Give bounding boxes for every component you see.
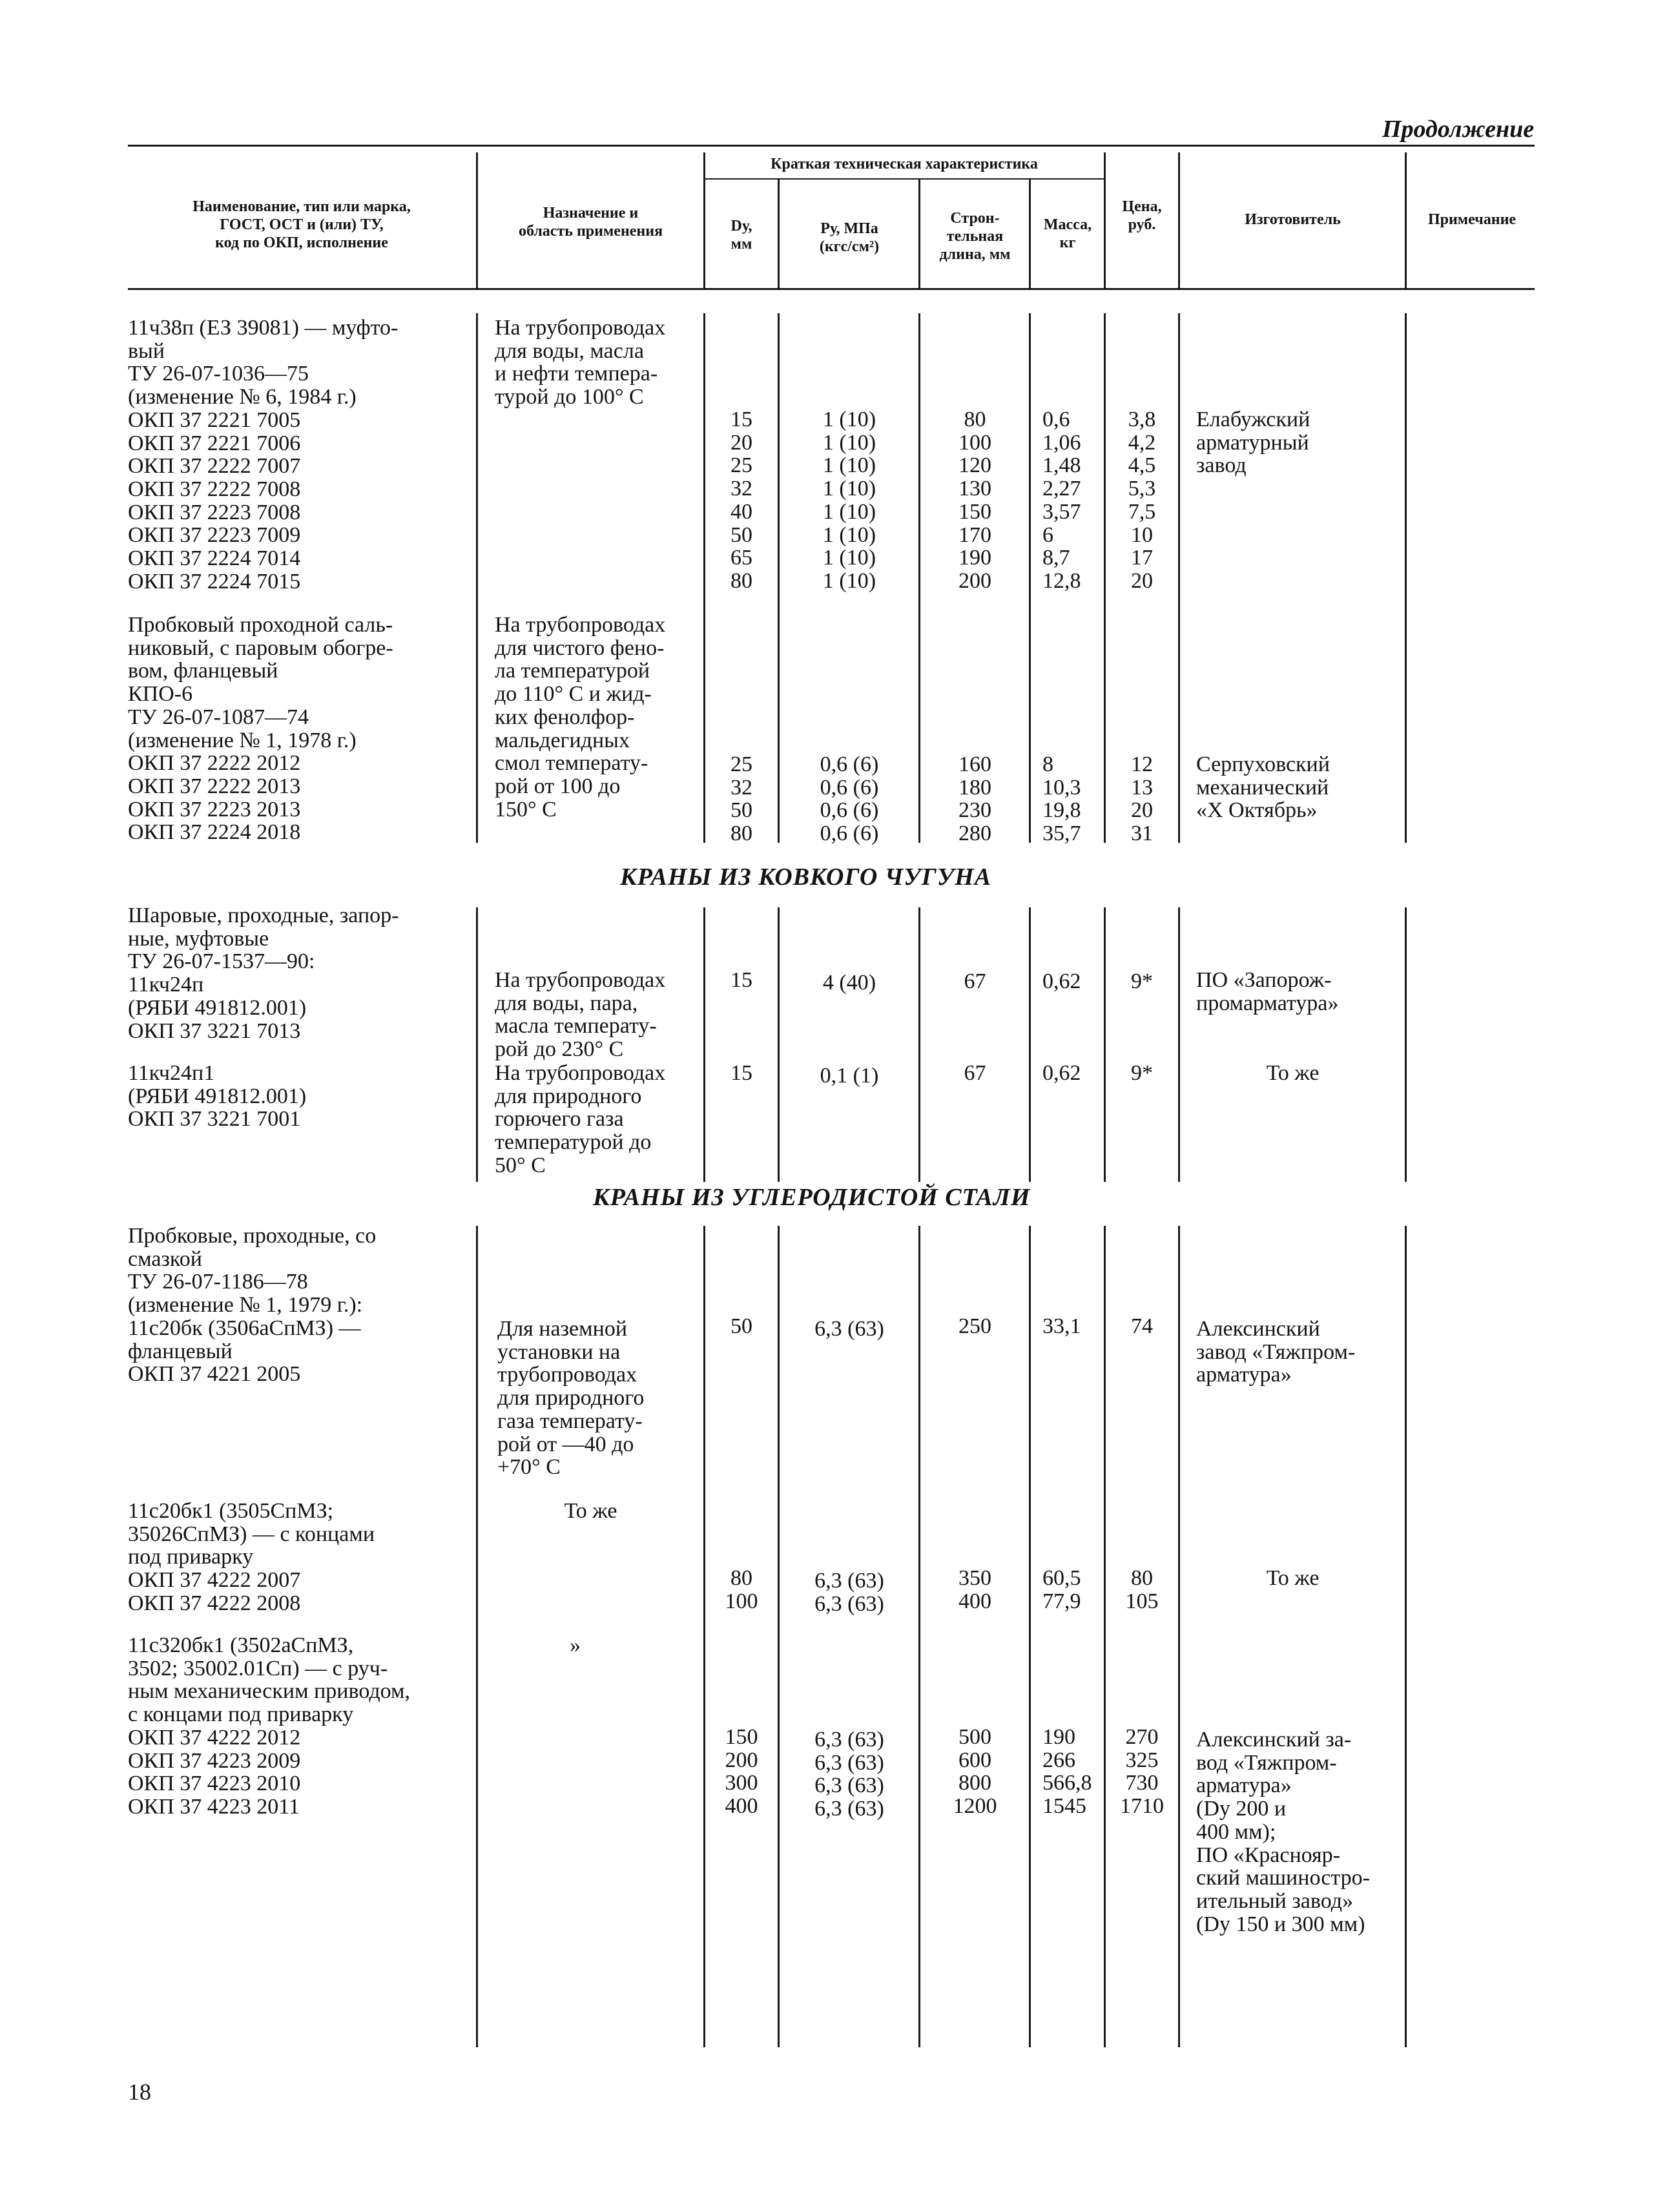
item-length: 160 180 230 280 [958,752,991,846]
header-divider [918,180,920,288]
item-purpose: На трубопроводах для чистого фено- ла температурой до 110° С и жид- ких фенолфор- мальдегидных смол температу- рой от 100 до 150° С [495,613,666,822]
continuation-label: Продолжение [1382,116,1535,143]
item-name: 11ч38п (ЕЗ 39081) — муфто- вый ТУ 26-07-1036—75 (изменение № 6, 1984 г.) ОКП 37 2221 7005 ОКП 37 2221 7006 ОКП 37 2222 7007 ОКП 37 2222 7008 ОКП 37 2223 7008 ОКП 37 2223 7009 ОКП 37 2224 7014 ОКП 37 2224 7015 [128,316,399,594]
item-price: 74 [1131,1314,1153,1338]
header-divider [476,152,478,288]
item-name: Пробковые, проходные, со смазкой ТУ 26-07-1186—78 (изменение № 1, 1979 г.): 11с20бк (3506аСпМЗ) — фланцевый ОКП 37 4221 2005 [128,1224,377,1387]
body-divider [476,313,478,843]
header-divider [778,180,780,288]
item-dy: 15 [730,1061,752,1085]
item-py: 0,1 (1) [820,1064,879,1088]
body-divider [778,313,780,843]
page-number: 18 [128,2079,151,2105]
item-name: Пробковый проходной саль- никовый, с паровым обогре- вом, фланцевый КПО-6 ТУ 26-07-1087—74 (изменение № 1, 1978 г.) ОКП 37 2222 2012 ОКП 37 2222 2013 ОКП 37 2223 2013 ОКП 37 2224 2018 [128,613,393,845]
item-purpose: Для наземной установки на трубопроводах для природного газа температу- рой от —40 до +70° С [497,1317,645,1480]
body-divider [1178,313,1180,843]
body-divider [476,907,478,1182]
item-name: 11кч24п1 (РЯБИ 491812.001) ОКП 37 3221 7001 [128,1061,307,1132]
body-divider [778,907,780,1182]
item-price: 9* [1131,969,1153,993]
item-dy: 15 20 25 32 40 50 65 80 [730,408,752,593]
item-maker: ПО «Запорож- промарматура» [1196,968,1339,1015]
item-mass: 8 10,3 19,8 35,7 [1042,752,1081,846]
section-carbon-steel: КРАНЫ ИЗ УГЛЕРОДИСТОЙ СТАЛИ [593,1184,1031,1211]
item-py: 1 (10) 1 (10) 1 (10) 1 (10) 1 (10) 1 (10) 1 (10) 1 (10) [822,408,876,593]
item-price: 80 105 [1125,1566,1159,1613]
body-divider [1104,1226,1106,2047]
header-purpose: Назначение и область применения [518,205,663,240]
item-length: 80 100 120 130 150 170 190 200 [958,408,991,593]
header-length: Строн- тельная длина, мм [939,210,1011,263]
header-price: Цена, руб. [1122,198,1162,233]
item-length: 500 600 800 1200 [953,1725,997,1819]
header-note: Примечание [1427,211,1517,228]
item-maker: Серпуховский механический «Х Октябрь» [1196,752,1330,823]
body-divider [918,313,920,843]
header-group-title: Краткая техническая характеристика [771,156,1038,172]
item-mass: 190 266 566,8 1545 [1042,1725,1092,1819]
item-length: 67 [964,969,986,993]
item-maker: То же [1266,1566,1320,1590]
item-py: 4 (40) [822,971,876,995]
header-bottom-rule [128,288,1535,290]
section-malleable-iron: КРАНЫ ИЗ КОВКОГО ЧУГУНА [620,863,992,891]
item-py: 0,6 (6) 0,6 (6) 0,6 (6) 0,6 (6) [820,752,879,846]
header-divider [1405,152,1407,288]
header-mass: Масса, кг [1043,216,1092,251]
header-py: Pу, МПа (кгс/см²) [819,220,880,255]
item-name: 11с320бк1 (3502аСпМЗ, 3502; 35002.01Сп) — с руч- ным механическим приводом, с концами под приварку ОКП 37 4222 2012 ОКП 37 4223 2009 ОКП 37 4223 2010 ОКП 37 4223 2011 [128,1633,411,1819]
item-purpose: То же [564,1499,617,1523]
item-dy: 25 32 50 80 [730,752,752,846]
item-mass: 0,6 1,06 1,48 2,27 3,57 6 8,7 12,8 [1042,408,1081,593]
header-maker: Изготовитель [1245,211,1341,228]
item-price: 3,8 4,2 4,5 5,3 7,5 10 17 20 [1128,408,1156,593]
body-divider [703,907,705,1182]
item-mass: 0,62 [1042,1061,1081,1085]
body-divider [1178,1226,1180,2047]
item-maker: То же [1266,1061,1320,1085]
item-py: 6,3 (63) [814,1317,884,1341]
item-mass: 33,1 [1042,1314,1081,1338]
item-purpose: На трубопроводах для природного горючего газа температурой до 50° С [495,1061,666,1177]
body-divider [1405,313,1407,843]
body-divider [918,1226,920,2047]
item-price: 270 325 730 1710 [1120,1725,1164,1819]
header-name: Наименование, тип или марка, ГОСТ, ОСТ и (или) ТУ, код по ОКП, исполнение [192,198,411,251]
group-rule [704,178,1104,180]
item-length: 250 [958,1314,991,1338]
body-divider [1104,907,1106,1182]
body-divider [1178,907,1180,1182]
header-dy: Dу, мм [730,218,752,253]
header-divider [1029,180,1031,288]
item-maker: Алексинский за- вод «Тяжпром- арматура» (Dу 200 и 400 мм); ПО «Краснояр- ский машиностро- ительный завод» (Dу 150 и 300 мм) [1196,1728,1370,1936]
body-divider [1029,907,1031,1182]
item-name: Шаровые, проходные, запор- ные, муфтовые ТУ 26-07-1537—90: 11кч24п (РЯБИ 491812.001) ОКП 37 3221 7013 [128,904,399,1043]
item-purpose: » [570,1633,581,1657]
item-purpose: На трубопроводах для воды, масла и нефти темпера- турой до 100° С [495,316,666,409]
item-mass: 0,62 [1042,969,1081,993]
item-dy: 150 200 300 400 [725,1725,758,1819]
item-dy: 80 100 [725,1566,758,1613]
body-divider [918,907,920,1182]
body-divider [1029,1226,1031,2047]
body-divider [1405,907,1407,1182]
item-dy: 50 [730,1314,752,1338]
top-rule [128,145,1535,147]
body-divider [778,1226,780,2047]
item-py: 6,3 (63) 6,3 (63) 6,3 (63) 6,3 (63) [814,1728,884,1821]
item-maker: Елабужский арматурный завод [1196,408,1310,478]
item-purpose: На трубопроводах для воды, пара, масла температу- рой до 230° С [495,968,666,1062]
body-divider [476,1226,478,2047]
body-divider [1405,1226,1407,2047]
item-length: 350 400 [958,1566,991,1613]
item-py: 6,3 (63) 6,3 (63) [814,1569,884,1616]
item-name: 11с20бк1 (3505СпМЗ; 35026СпМЗ) — с концами под приварку ОКП 37 4222 2007 ОКП 37 4222 2008 [128,1499,375,1615]
item-price: 12 13 20 31 [1131,752,1153,846]
item-price: 9* [1131,1061,1153,1085]
body-divider [1029,313,1031,843]
item-length: 67 [964,1061,986,1085]
body-divider [703,1226,705,2047]
item-maker: Алексинский завод «Тяжпром- арматура» [1196,1317,1356,1387]
header-divider [1178,152,1180,288]
item-mass: 60,5 77,9 [1042,1566,1081,1613]
item-dy: 15 [730,968,752,992]
